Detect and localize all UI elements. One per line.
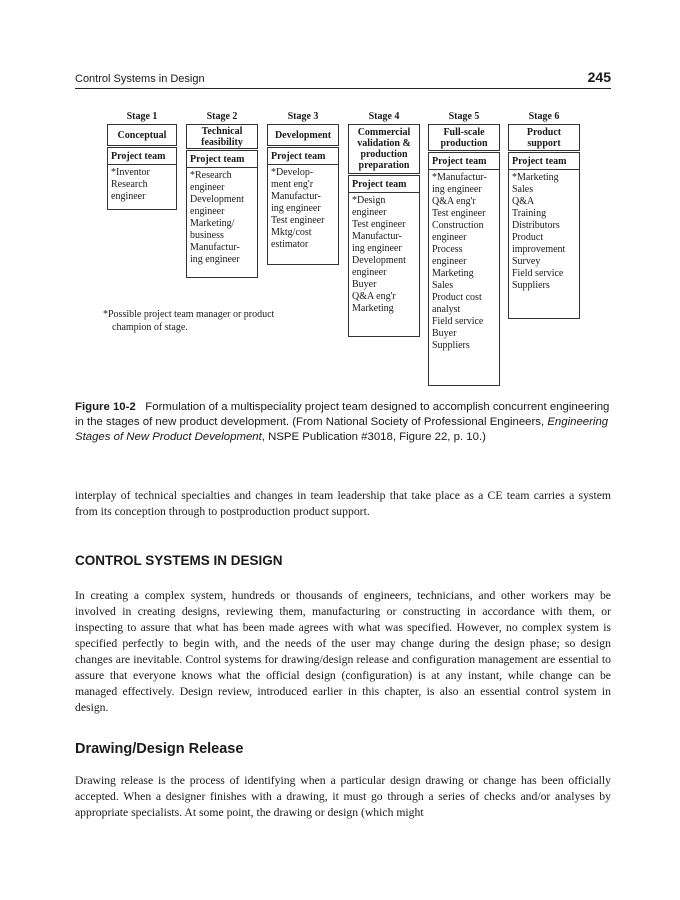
- stage-label-6: Stage 6: [528, 111, 560, 122]
- member: Test engineer: [432, 208, 486, 219]
- member: ing engineer: [190, 254, 240, 265]
- section-heading: CONTROL SYSTEMS IN DESIGN: [75, 553, 283, 568]
- caption-text: Formulation of a multispeciality project team designed to accomplish concurrent engineering in the stages of new product development. (From National Society of Professional Engineers,: [75, 401, 610, 428]
- caption-italic: Engineering Stages of New Product Development: [75, 416, 609, 443]
- member: Sales: [432, 280, 454, 291]
- member: Field service: [512, 268, 564, 279]
- team-members: [268, 165, 338, 253]
- member: estimator: [271, 239, 309, 250]
- member: engineer: [190, 206, 225, 217]
- subsection-heading: Drawing/Design Release: [75, 741, 244, 757]
- stage-title-1: Conceptual: [107, 124, 177, 146]
- member: Product: [512, 232, 544, 243]
- member: engineer: [432, 256, 467, 267]
- member: Construction: [432, 220, 484, 231]
- member: Q&A eng'r: [352, 291, 396, 302]
- member: Buyer: [432, 328, 457, 339]
- member: Test engineer: [271, 215, 325, 226]
- member: Development: [190, 194, 244, 205]
- member: Research: [111, 179, 148, 190]
- paragraph-control-systems: In creating a complex system, hundreds or thousands of engineers, technicians, and other workers may be involved in creating designs, reviewing them, manufacturing or constructing in accordance with them, or inspecting to assure that what has been made agrees with what was specified. However, no complex system is specified perfectly to begin with, and the needs of the user may change during the design phase; so design changes are inevitable. Control systems for drawing/design release and configuration management are essential to assure that everyone knows what the official design (configuration) is at any instant, while change can be managed effectively. Design review, introduced earlier in this chapter, is also an essential control system in design.: [75, 589, 611, 714]
- stage-label-1: Stage 1: [126, 111, 158, 122]
- member: engineer: [111, 191, 146, 202]
- member: *Develop-: [271, 167, 314, 178]
- team-header: Project team: [349, 176, 419, 193]
- member: Buyer: [352, 279, 377, 290]
- member: Suppliers: [432, 340, 470, 351]
- member: analyst: [432, 304, 461, 315]
- team-box-1: [107, 147, 177, 210]
- stage-title-4: Commercial validation & production preparation: [348, 124, 420, 174]
- member: Suppliers: [512, 280, 550, 291]
- member: ing engineer: [432, 184, 482, 195]
- member: improvement: [512, 244, 566, 255]
- member: engineer: [432, 232, 467, 243]
- team-members: [349, 193, 419, 317]
- member: ment eng'r: [271, 179, 314, 190]
- member: Development: [352, 255, 406, 266]
- team-header: Project team: [187, 151, 257, 168]
- member: *Manufactur-: [432, 172, 487, 183]
- team-members: [187, 168, 257, 268]
- member: engineer: [352, 207, 387, 218]
- member: Field service: [432, 316, 484, 327]
- member: Marketing: [352, 303, 394, 314]
- running-head: Control Systems in Design: [75, 73, 205, 85]
- team-header: Project team: [509, 153, 579, 170]
- member: Training: [512, 208, 547, 219]
- stage-label-2: Stage 2: [206, 111, 238, 122]
- member: Marketing/: [190, 218, 235, 229]
- member: Sales: [512, 184, 534, 195]
- team-members: [509, 170, 579, 294]
- member: Q&A eng'r: [432, 196, 476, 207]
- team-box-2: [186, 150, 258, 278]
- member: Process: [432, 244, 463, 255]
- member: *Design: [352, 195, 386, 206]
- team-box-3: [267, 147, 339, 265]
- stage-title-3: Development: [267, 124, 339, 146]
- figure-label: Figure 10-2: [75, 401, 136, 413]
- team-box-4: [348, 175, 420, 337]
- figure-10-2: [0, 0, 680, 400]
- member: business: [190, 230, 224, 241]
- stage-title-6: Product support: [508, 124, 580, 151]
- member: *Research: [190, 170, 232, 181]
- member: Mktg/cost: [271, 227, 312, 238]
- footnote-line: *Possible project team manager or product: [103, 309, 275, 320]
- stage-label-5: Stage 5: [448, 111, 480, 122]
- member: Manufactur-: [271, 191, 321, 202]
- figure-footnote: [103, 308, 274, 334]
- member: Q&A: [512, 196, 535, 207]
- team-members: [108, 165, 176, 205]
- figure-caption: [75, 400, 615, 445]
- stage-title-2: Technical feasibility: [186, 124, 258, 149]
- caption-text-end: , NSPE Publication #3018, Figure 22, p. 10.): [261, 431, 486, 443]
- team-header: Project team: [429, 153, 499, 170]
- member: Marketing: [432, 268, 474, 279]
- stage-label-3: Stage 3: [287, 111, 319, 122]
- member: Distributors: [512, 220, 560, 231]
- member: Manufactur-: [352, 231, 402, 242]
- member: Product cost: [432, 292, 482, 303]
- team-header: Project team: [108, 148, 176, 165]
- team-header: Project team: [268, 148, 338, 165]
- member: engineer: [190, 182, 225, 193]
- footnote-line: champion of stage.: [112, 322, 188, 333]
- member: *Marketing: [512, 172, 559, 183]
- member: ing engineer: [271, 203, 321, 214]
- paragraph-drawing-release: Drawing release is the process of identifying when a particular design drawing or change has been officially accepted. When a designer finishes with a drawing, it must go through a series of checks and/or analyses by appropriate specialists. At some point, the drawing or design (which might: [75, 774, 611, 819]
- stage-label-4: Stage 4: [368, 111, 400, 122]
- member: *Inventor: [111, 167, 150, 178]
- team-box-6: [508, 152, 580, 319]
- paragraph-continuation: interplay of technical specialties and changes in team leadership that take place as a CE team carries a system from its conception through to postproduction product support.: [75, 489, 611, 518]
- page-number: 245: [587, 69, 611, 85]
- team-box-5: [428, 152, 500, 386]
- member: Test engineer: [352, 219, 406, 230]
- member: Survey: [512, 256, 541, 267]
- member: engineer: [352, 267, 387, 278]
- team-members: [429, 170, 499, 354]
- stage-title-5: Full-scale production: [428, 124, 500, 151]
- member: ing engineer: [352, 243, 402, 254]
- member: Manufactur-: [190, 242, 240, 253]
